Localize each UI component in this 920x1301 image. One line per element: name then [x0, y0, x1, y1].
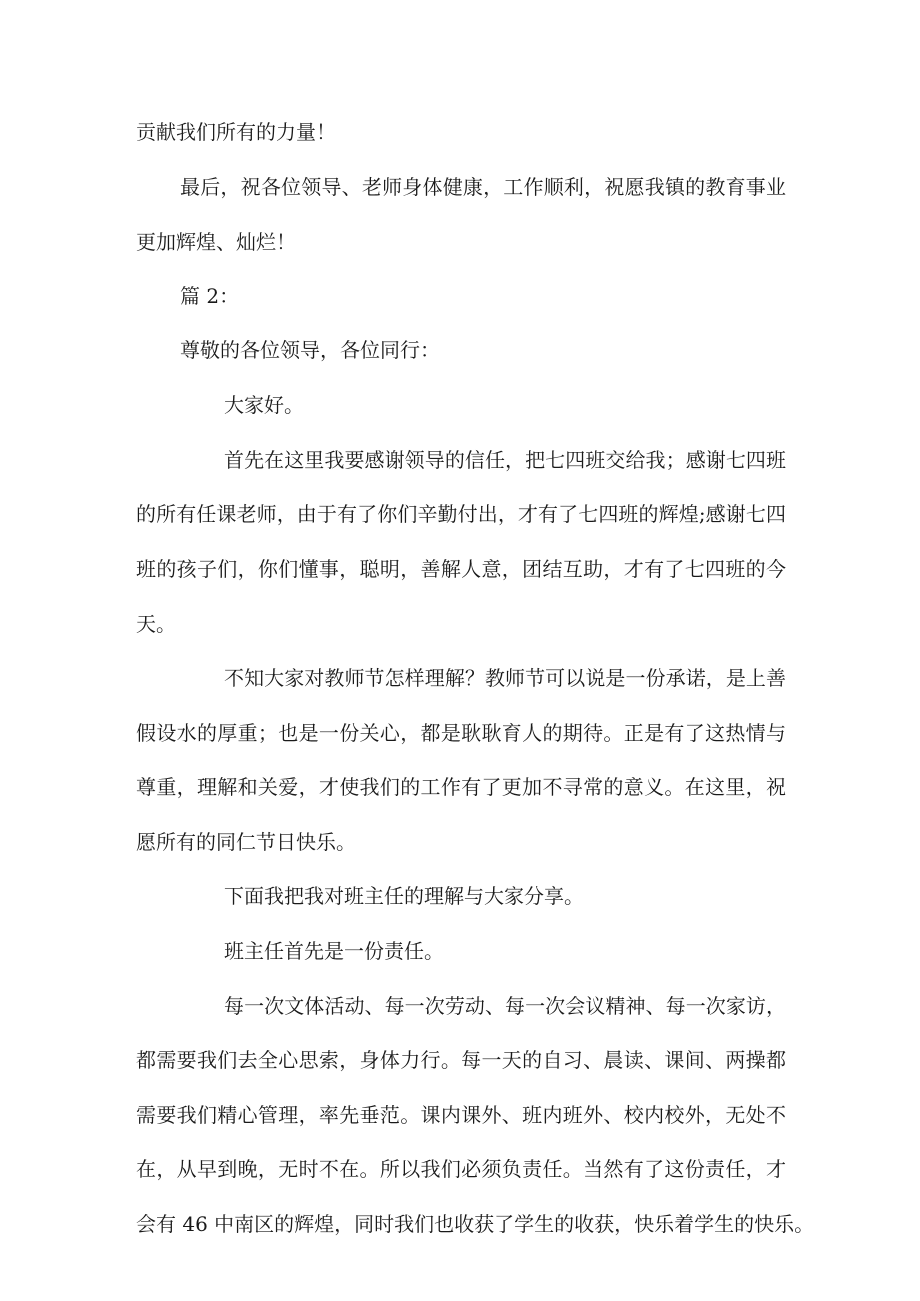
- text-line: 首先在这里我要感谢领导的信任，把七四班交给我；感谢七四班: [224, 448, 786, 472]
- text-line: 每一次文体活动、每一次劳动、每一次会议精神、每一次家访，: [224, 994, 786, 1018]
- text-line: 班的孩子们，你们懂事，聪明，善解人意，团结互助，才有了七四班的今: [136, 557, 786, 581]
- text-line: 天。: [136, 612, 176, 636]
- text-line: 不知大家对教师节怎样理解？教师节可以说是一份承诺，是上善: [224, 666, 786, 690]
- text-line: 下面我把我对班主任的理解与大家分享。: [224, 884, 584, 908]
- text-line: 需要我们精心管理，率先垂范。课内课外、班内班外、校内校外，无处不: [136, 1103, 786, 1127]
- salutation: 尊敬的各位领导，各位同行：: [180, 338, 440, 362]
- greeting: 大家好。: [224, 393, 304, 417]
- text-line: 的所有任课老师，由于有了你们辛勤付出，才有了七四班的辉煌;感谢七四: [136, 502, 786, 526]
- text-line: 在，从早到晚，无时不在。所以我们必须负责任。当然有了这份责任，才: [136, 1157, 786, 1181]
- text-line: 愿所有的同仁节日快乐。: [136, 830, 356, 854]
- text-line: 尊重，理解和关爱，才使我们的工作有了更加不寻常的意义。在这里，祝: [136, 775, 786, 799]
- text-line: 假设水的厚重；也是一份关心，都是耿耿育人的期待。正是有了这热情与: [136, 721, 786, 745]
- text-line: 都需要我们去全心思索，身体力行。每一天的自习、晨读、课间、两操都: [136, 1048, 786, 1072]
- text-line: 最后，祝各位领导、老师身体健康，工作顺利，祝愿我镇的教育事业: [180, 175, 786, 199]
- text-line: 班主任首先是一份责任。: [224, 939, 444, 963]
- text-line: 会有 46 中南区的辉煌，同时我们也收获了学生的收获，快乐着学生的快乐。: [136, 1212, 815, 1236]
- text-line: 更加辉煌、灿烂！: [136, 230, 296, 254]
- text-line: 贡献我们所有的力量！: [136, 120, 336, 144]
- section-heading: 篇 2：: [180, 284, 240, 308]
